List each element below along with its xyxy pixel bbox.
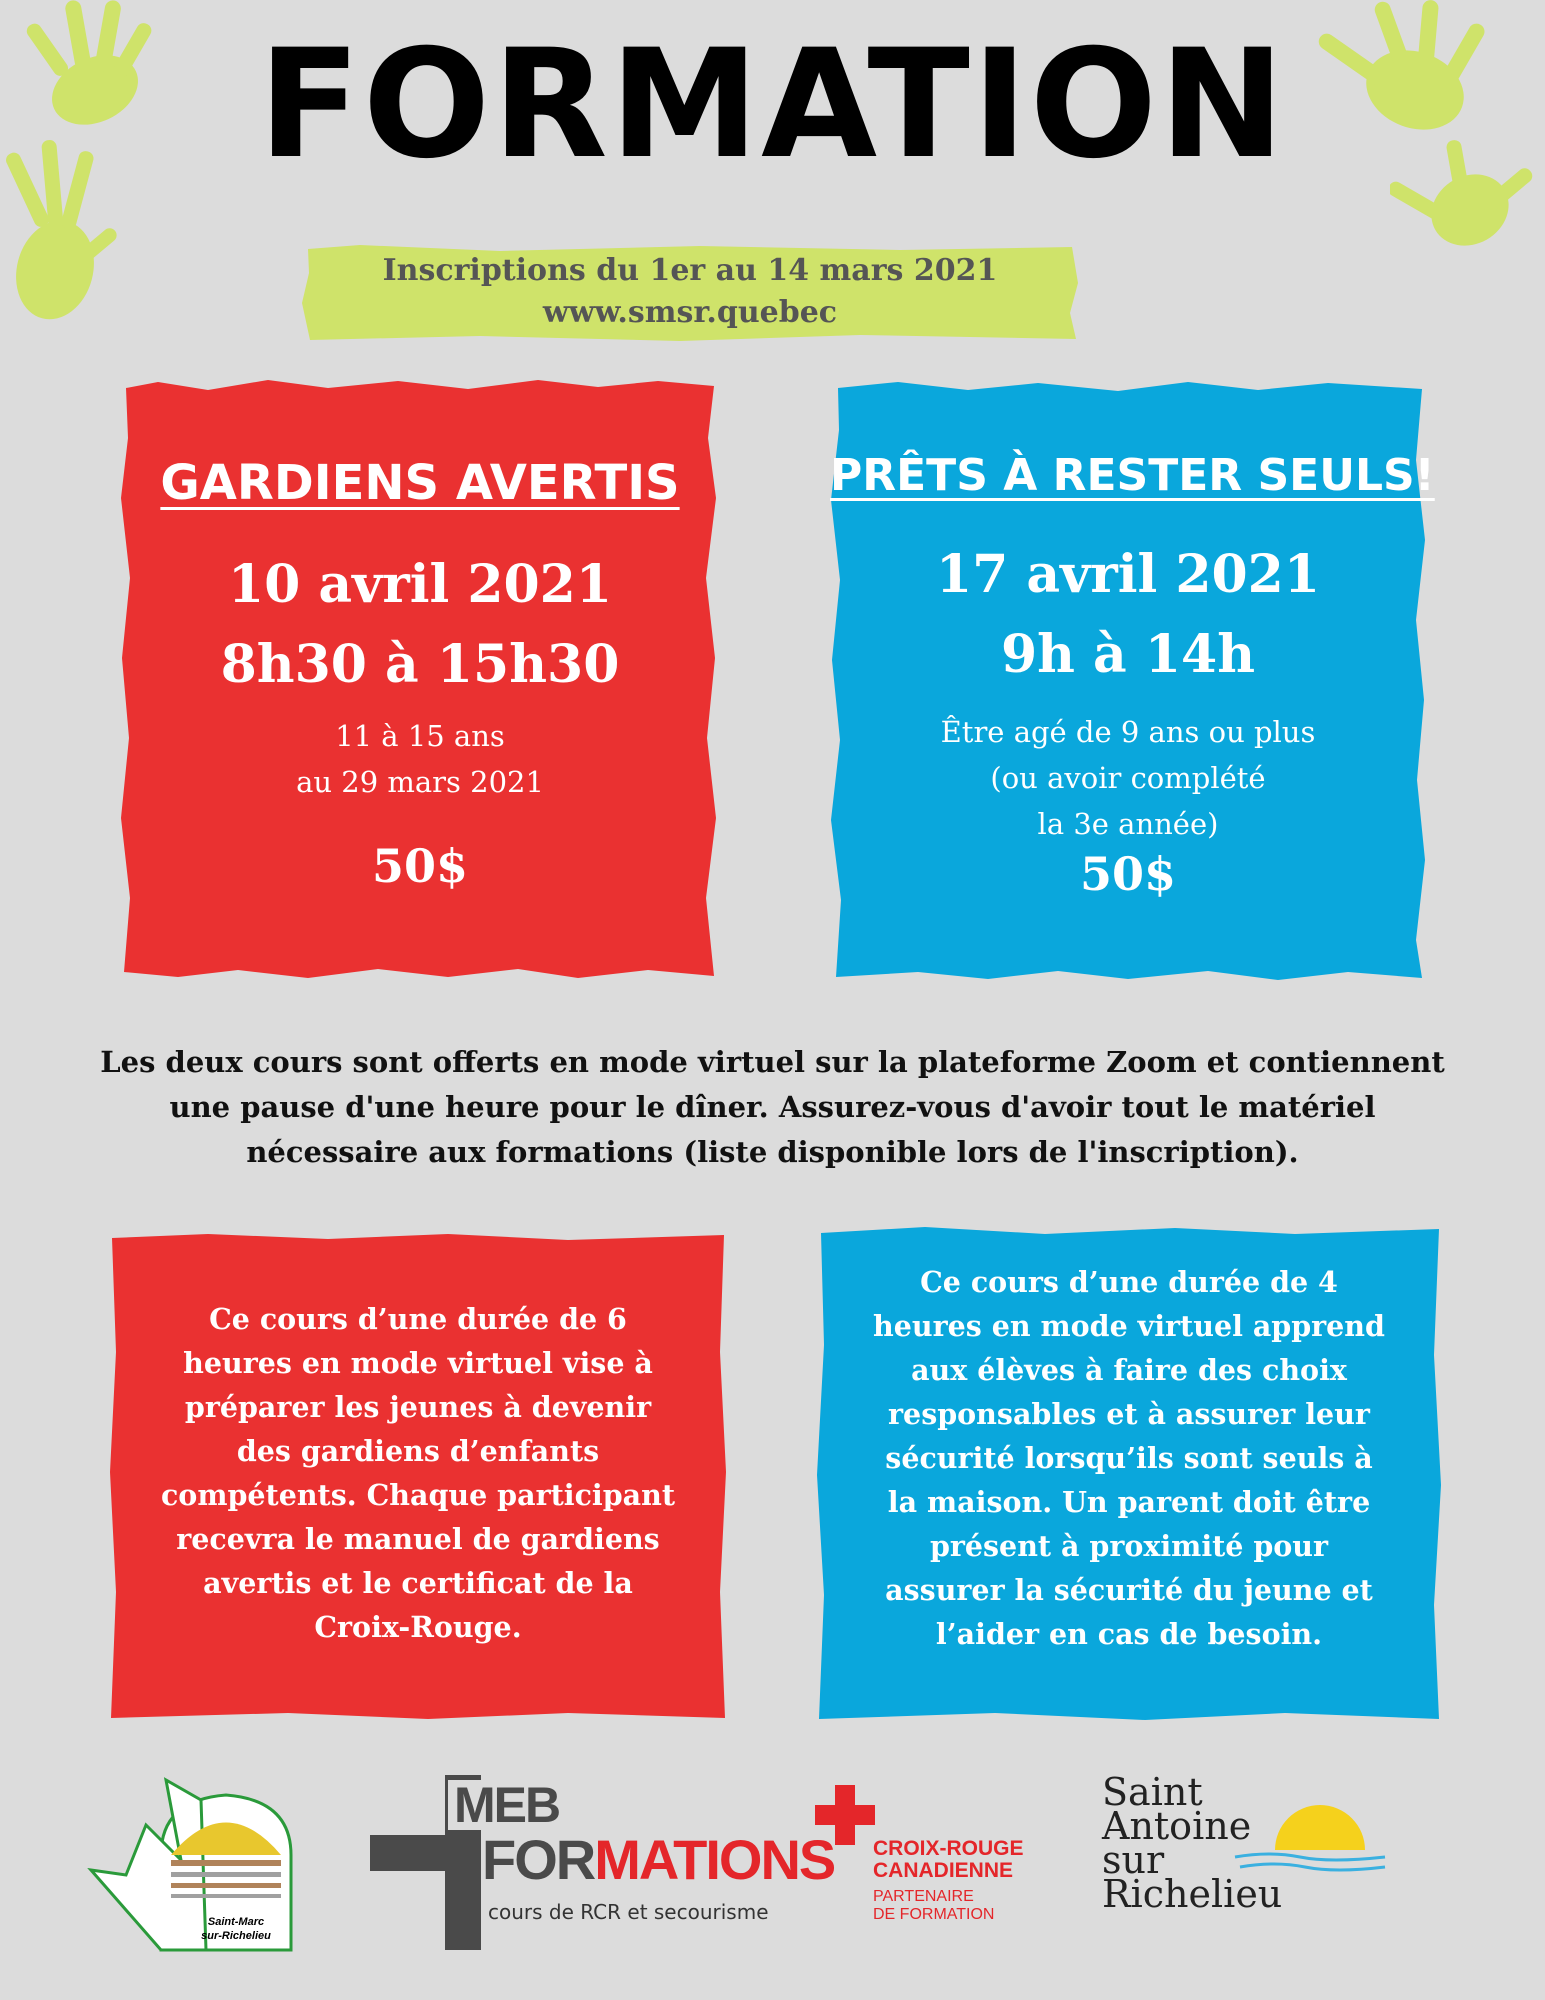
course-date: 10 avril 2021 xyxy=(227,554,613,615)
logo-croix-rouge-canadienne xyxy=(815,1785,1035,1935)
course-card-prets-a-rester-seuls xyxy=(830,450,1435,901)
logo-saint-marc-sur-richelieu xyxy=(86,1760,316,1955)
meb-tagline: cours de RCR et secourisme xyxy=(488,1900,769,1924)
croix-rouge-partner-text: PARTENAIRE DE FORMATION xyxy=(873,1888,995,1923)
course-time: 9h à 14h xyxy=(1000,624,1256,685)
course-date: 17 avril 2021 xyxy=(935,544,1321,605)
registration-website-link[interactable]: www.smsr.quebec xyxy=(542,295,838,330)
logo-saint-antoine-sur-richelieu xyxy=(1100,1770,1400,1955)
meb-text: MEB xyxy=(448,1780,559,1830)
formations-text: FORMATIONS xyxy=(482,1828,835,1891)
logo-meb-formations xyxy=(370,1775,835,1950)
course-age-note: la 3e année) xyxy=(1037,807,1219,841)
registration-info xyxy=(300,250,1080,334)
course-age: Être agé de 9 ans ou plus xyxy=(940,715,1316,749)
course-age-note: (ou avoir complété xyxy=(990,761,1266,795)
course-description-gardiens: Ce cours d’une durée de 6 heures en mode virtuel vise à préparer les jeunes à devenir des gardiens d’enfants compétents. Chaque participant recevra le manuel de gardiens avertis et le certificat de la Croix-Rouge. xyxy=(160,1302,676,1644)
page-title: FORMATION xyxy=(258,18,1287,192)
course-card-gardiens-avertis xyxy=(130,455,710,893)
saint-antoine-text: Saint Antoine sur Richelieu xyxy=(1102,1770,1283,1916)
croix-rouge-text: CROIX-ROUGE CANADIENNE xyxy=(873,1837,1024,1882)
course-description-prets: Ce cours d’une durée de 4 heures en mode virtuel apprend aux élèves à faire des choix responsables et à assurer leur sécurité lorsqu’ils sont seuls à la maison. Un parent doit être présent à proximité pour assurer la sécurité du jeune et l’aider en cas de besoin. xyxy=(873,1265,1385,1651)
red-cross-icon xyxy=(815,1785,875,1845)
course-price: 50$ xyxy=(371,839,469,893)
course-age: 11 à 15 ans xyxy=(335,719,505,753)
saint-marc-name: Saint-Marc sur-Richelieu xyxy=(201,1916,271,1942)
registration-dates: Inscriptions du 1er au 14 mars 2021 xyxy=(382,253,998,288)
course-title: PRÊTS À RESTER SEULS! xyxy=(830,450,1435,501)
course-age-date: au 29 mars 2021 xyxy=(296,765,544,799)
course-price: 50$ xyxy=(1079,847,1177,901)
course-time: 8h30 à 15h30 xyxy=(220,634,620,695)
info-paragraph: Les deux cours sont offerts en mode virtuel sur la plateforme Zoom et contiennent une pause d'une heure pour le dîner. Assurez-vous d'avoir tout le matériel nécessaire aux formations (liste disponible lors de l'inscription). xyxy=(100,1045,1445,1169)
course-title: GARDIENS AVERTIS xyxy=(160,455,680,511)
